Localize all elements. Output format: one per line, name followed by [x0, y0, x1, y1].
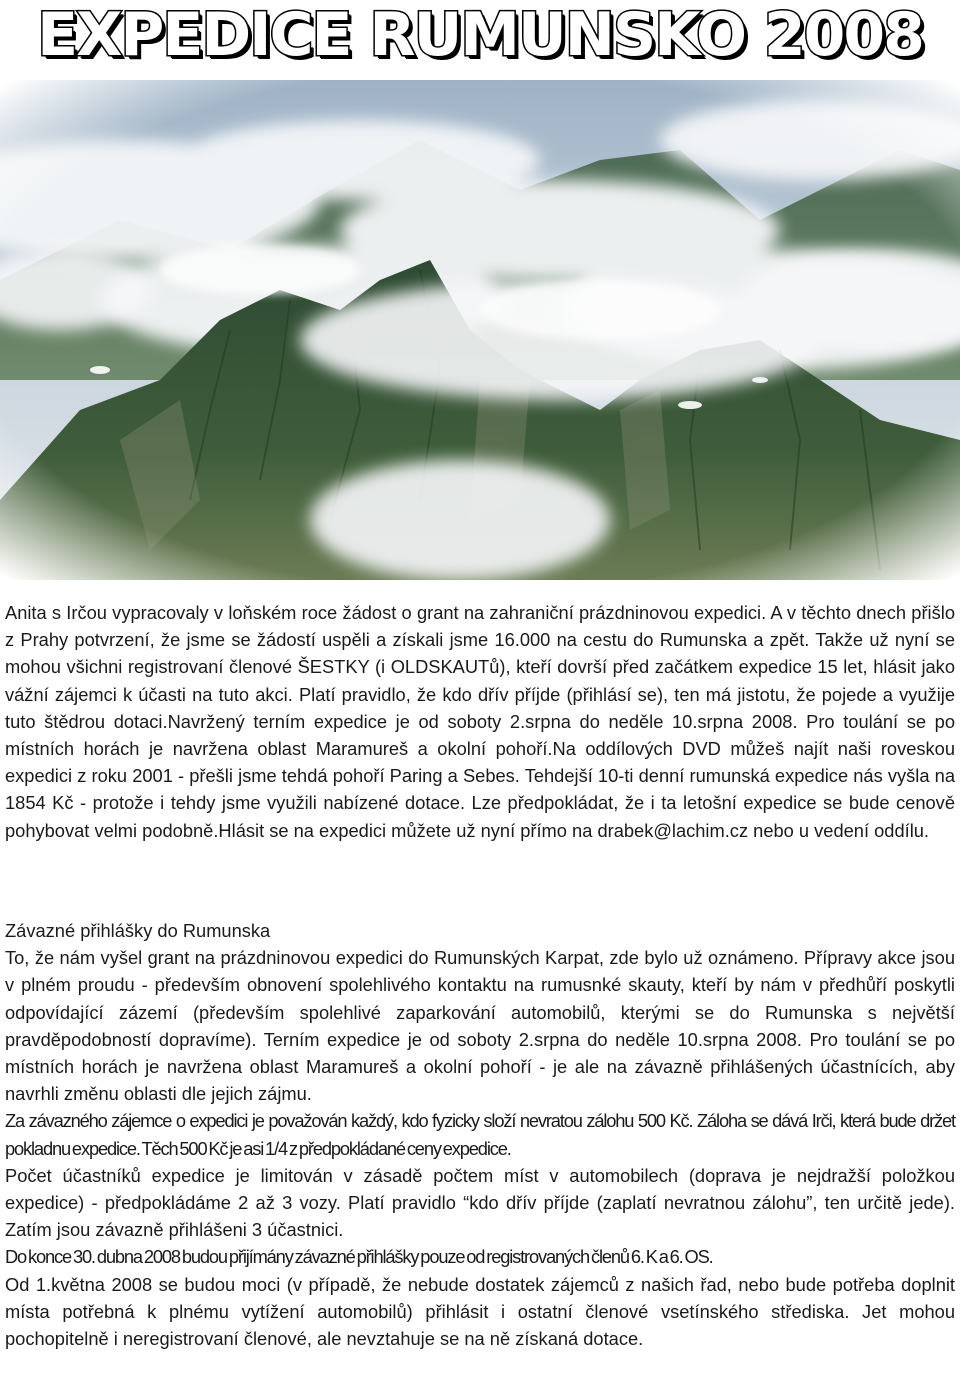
section-text-1: To, že nám vyšel grant na prázdninovou expedici do Rumunských Karpat, zde bylo už oznámeno. Přípravy akce jsou v plném proudu - především obnovení spolehlivého kontaktu na rumusnké skauty, kteří by nám v předhůří poskytli odpovídající zázemí (především spolehlivé zaparkování automobilů, kterými se do Rumunska s největší pravděpodobností dopravíme). Terním expedice je od soboty 2.srpna do neděle 10.srpna 2008. Pro toulání se po místních horách je navržena oblast Maramureš a okolní pohoří - je ale na závazně přihlášených účastnících, aby navrhli změnu oblasti dle jejich zájmu.: [5, 947, 955, 1105]
page-title: EXPEDICE RUMUNSKO 2008: [37, 0, 923, 70]
section-text-3: Počet účastníků expedice je limitován v zásadě počtem míst v automobilech (doprava je nejdražší položkou expedice) - předpokládáme 2 až 3 vozy. Platí pravidlo “kdo dřív příjde (zaplatí nevratnou zálohu”, ten určitě jede). Zatím jsou závazně přihlášeni 3 účastnici.: [5, 1164, 955, 1241]
intro-text: Anita s Irčou vypracovaly v loňském roce žádost o grant na zahraniční prázdninovou expedici. A v těchto dnech přišlo z Prahy potvrzení, že jsme se žádostí uspěli a získali jsme 16.000 na cestu do Rumunska a zpět. Takže už nyní se mohou všichni registrovaní členové ŠESTKY (i OLDSKAUTů), kteří dovrší před začátkem expedice 15 let, hlásit jako vážní zájemci k účasti na tuto akci. Platí pravidlo, že kdo dřív příjde (přihlásí se), ten má jistotu, že pojede a využije tuto štědrou dotaci.Navržený terním expedice je od soboty 2.srpna do neděle 10.srpna 2008. Pro toulání se po místních horách je navržena oblast Maramureš a okolní pohoří.Na oddílových DVD můžeš najít naši roveskou expedici z roku 2001 - přešli jsme tehdá pohoří Paring a Sebes. Tehdejší 10-ti denní rumunská expedice nás vyšla na 1854 Kč - protože i tehdy jsme využili nabízené dotace. Lze předpokládat, že i ta letošní expedice se bude cenově pohybovat velmi podobně.Hlásit se na expedici můžete už nyní přímo na drabek@lachim.cz nebo u vedení oddílu.: [5, 602, 955, 841]
section-text-5: Od 1.května 2008 se budou moci (v případě, že nebude dostatek zájemců z našich řad, nebo bude potřeba doplnit místa potřebná k plnému vytížení automobilů) přihlásit i ostatní členové vsetínského střediska. Jet mohou pochopitelně i neregistrovaní členové, ale nevztahuje se na ně získaná dotace.: [5, 1273, 955, 1350]
section-heading: Závazné přihlášky do Rumunska: [5, 920, 271, 941]
section-text-4: Do konce 30. dubna 2008 budou přijímány závazné přihlášky pouze od registrovaných členů 6. K a 6. OS.: [5, 1246, 713, 1268]
mountain-photo: [0, 80, 960, 580]
registration-section: [5, 917, 955, 1352]
intro-paragraph: [5, 599, 955, 844]
section-text-2: Za závazného zájemce o expedici je považován každý, kdo fyzicky složí nevratou zálohu 500 Kč. Záloha se dává Irči, která bude držet pokladnu expedice. Těch 500 Kč je asi 1/4 z předpokládané ceny expedice.: [5, 1110, 955, 1159]
